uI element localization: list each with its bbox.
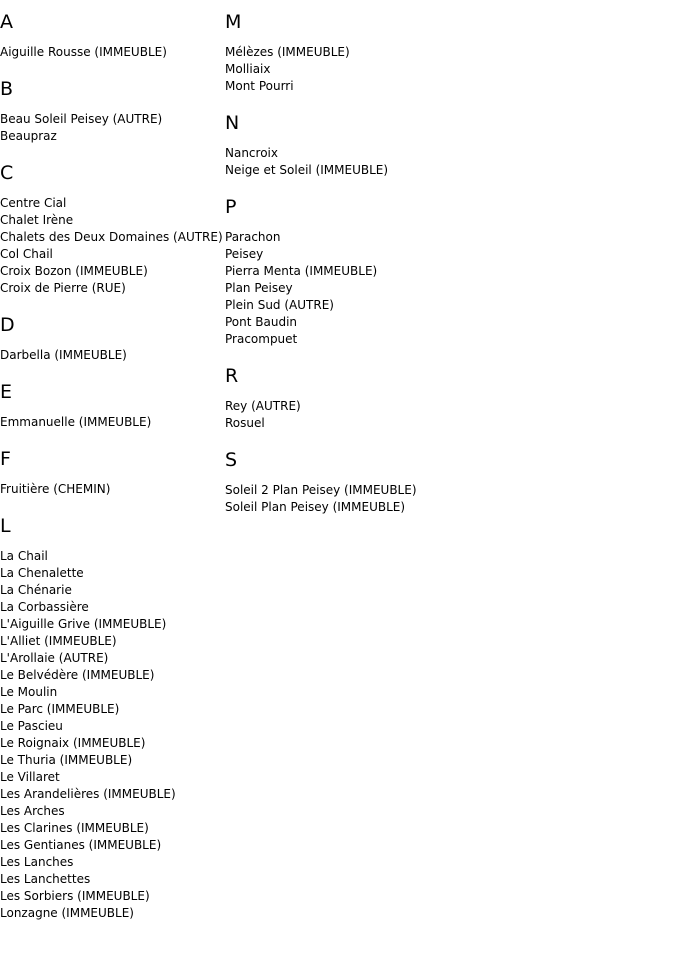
index-entry-link[interactable]: Mélèzes (IMMEUBLE) [225,45,350,59]
index-entry-link[interactable]: Lonzagne (IMMEUBLE) [0,906,134,920]
index-entry-link[interactable]: Peisey [225,247,264,261]
index-entry-link[interactable]: Croix de Pierre (RUE) [0,281,126,295]
section-entry-list [0,195,222,297]
index-entry-link[interactable]: Mont Pourri [225,79,294,93]
index-entry-link[interactable]: Beaupraz [0,129,57,143]
section-entry-list [225,44,665,95]
section-letter-heading: P [225,196,237,218]
section-entry-list [225,229,665,348]
index-entry-link[interactable]: Les Sorbiers (IMMEUBLE) [0,889,150,903]
section-entry-list [0,347,222,364]
index-entry-link[interactable]: La Chénarie [0,583,72,597]
index-entry-link[interactable]: Chalets des Deux Domaines (AUTRE) [0,230,223,244]
section-letter-heading: A [0,11,13,33]
section-a [0,10,222,61]
index-entry-link[interactable]: Nancroix [225,146,278,160]
index-entry-link[interactable]: Le Pascieu [0,719,63,733]
index-entry-link[interactable]: Les Clarines (IMMEUBLE) [0,821,149,835]
section-entry-list [0,44,222,61]
index-entry-link[interactable]: Soleil Plan Peisey (IMMEUBLE) [225,500,406,514]
index-entry-link[interactable]: La Corbassière [0,600,89,614]
section-letter-heading: C [0,162,14,184]
section-e [0,380,222,431]
section-letter-heading: B [0,78,14,100]
section-letter-heading: D [0,314,15,336]
section-f [0,447,222,498]
index-entry-link[interactable]: L'Arollaie (AUTRE) [0,651,109,665]
index-entry-link[interactable]: Les Arandelières (IMMEUBLE) [0,787,176,801]
section-s [225,448,665,516]
section-m [225,10,665,95]
index-entry-link[interactable]: Rey (AUTRE) [225,399,301,413]
index-entry-link[interactable]: Le Roignaix (IMMEUBLE) [0,736,146,750]
index-entry-link[interactable]: Pracompuet [225,332,298,346]
index-entry-link[interactable]: Le Villaret [0,770,60,784]
index-entry-link[interactable]: Le Moulin [0,685,58,699]
section-letter-heading: M [225,11,242,33]
index-entry-link[interactable]: Pierra Menta (IMMEUBLE) [225,264,378,278]
index-entry-link[interactable]: Le Belvédère (IMMEUBLE) [0,668,155,682]
index-entry-link[interactable]: Rosuel [225,416,265,430]
section-r [225,364,665,432]
section-entry-list [0,481,222,498]
section-letter-heading: N [225,112,240,134]
index-entry-link[interactable]: Plein Sud (AUTRE) [225,298,334,312]
index-entry-link[interactable]: Centre Cial [0,196,67,210]
index-entry-link[interactable]: La Chail [0,549,48,563]
index-entry-link[interactable]: Col Chail [0,247,53,261]
index-entry-link[interactable]: Fruitière (CHEMIN) [0,482,111,496]
section-letter-heading: R [225,365,239,387]
section-b [0,77,222,145]
index-column-left [0,10,222,922]
section-letter-heading: E [0,381,13,403]
section-n [225,111,665,179]
section-c [0,161,222,297]
index-entry-link[interactable]: Les Lanches [0,855,74,869]
section-entry-list [225,482,665,516]
section-entry-list [0,548,222,922]
index-entry-link[interactable]: La Chenalette [0,566,84,580]
index-entry-link[interactable]: Aiguille Rousse (IMMEUBLE) [0,45,167,59]
index-entry-link[interactable]: Les Arches [0,804,65,818]
index-entry-link[interactable]: Soleil 2 Plan Peisey (IMMEUBLE) [225,483,417,497]
section-letter-heading: L [0,515,11,537]
index-entry-link[interactable]: Croix Bozon (IMMEUBLE) [0,264,148,278]
index-entry-link[interactable]: Parachon [225,230,281,244]
index-entry-link[interactable]: Neige et Soleil (IMMEUBLE) [225,163,389,177]
section-d [0,313,222,364]
index-entry-link[interactable]: L'Aiguille Grive (IMMEUBLE) [0,617,167,631]
section-p [225,195,665,348]
index-entry-link[interactable]: Les Lanchettes [0,872,91,886]
section-l [0,514,222,922]
section-letter-heading: F [0,448,11,470]
section-entry-list [0,111,222,145]
index-entry-link[interactable]: Chalet Irène [0,213,74,227]
index-entry-link[interactable]: Le Parc (IMMEUBLE) [0,702,120,716]
index-entry-link[interactable]: Beau Soleil Peisey (AUTRE) [0,112,163,126]
index-entry-link[interactable]: Molliaix [225,62,271,76]
section-entry-list [225,145,665,179]
index-entry-link[interactable]: Les Gentianes (IMMEUBLE) [0,838,162,852]
section-entry-list [225,398,665,432]
index-entry-link[interactable]: L'Alliet (IMMEUBLE) [0,634,117,648]
index-entry-link[interactable]: Darbella (IMMEUBLE) [0,348,127,362]
section-letter-heading: S [225,449,238,471]
index-column-right [225,10,665,516]
index-entry-link[interactable]: Plan Peisey [225,281,293,295]
index-entry-link[interactable]: Pont Baudin [225,315,298,329]
index-entry-link[interactable]: Emmanuelle (IMMEUBLE) [0,415,152,429]
index-entry-link[interactable]: Le Thuria (IMMEUBLE) [0,753,133,767]
section-entry-list [0,414,222,431]
